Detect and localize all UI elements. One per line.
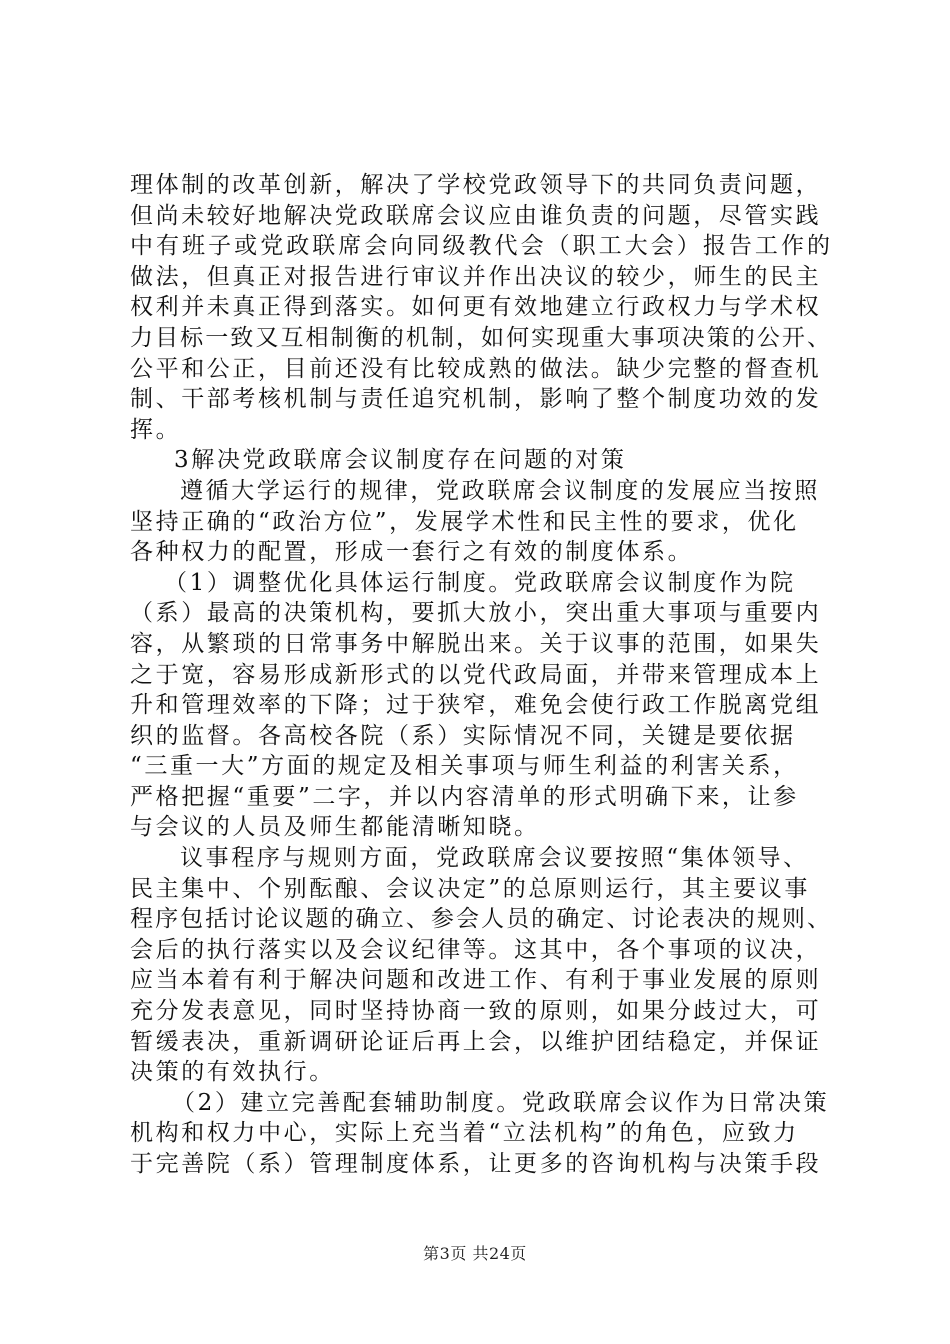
- text-line: 但尚未较好地解决党政联席会议应由谁负责的问题，尽管实践: [130, 202, 822, 229]
- text-line: 升和管理效率的下降；过于狭窄，难免会使行政工作脱离党组: [130, 692, 822, 719]
- text-line: 制、干部考核机制与责任追究机制，影响了整个制度功效的发: [130, 386, 822, 413]
- text-line: 遵循大学运行的规律，党政联席会议制度的发展应当按照: [180, 477, 820, 504]
- text-line: （2）建立完善配套辅助制度。党政联席会议作为日常决策: [172, 1089, 830, 1116]
- text-line: （1）调整优化具体运行制度。党政联席会议制度作为院: [164, 569, 796, 596]
- text-line: “三重一大”方面的规定及相关事项与师生利益的利害关系，: [130, 753, 799, 780]
- text-line: 严格把握“重要”二字，并以内容清单的形式明确下来，让参: [130, 783, 799, 810]
- text-line: 公平和公正，目前还没有比较成熟的做法。缺少完整的督查机: [130, 355, 822, 382]
- text-line: 坚持正确的“政治方位”，发展学术性和民主性的要求，优化: [130, 508, 799, 535]
- text-line: 议事程序与规则方面，党政联席会议要按照“集体领导、: [180, 845, 809, 872]
- text-line: 各种权力的配置，形成一套行之有效的制度体系。: [130, 539, 694, 566]
- text-line: 暂缓表决，重新调研论证后再上会，以维护团结稳定，并保证: [130, 1028, 822, 1055]
- text-line: 3解决党政联席会议制度存在问题的对策: [174, 447, 627, 474]
- text-line: 中有班子或党政联席会向同级教代会（职工大会）报告工作的: [130, 233, 830, 260]
- text-line: 织的监督。各高校各院（系）实际情况不同，关键是要依据: [130, 722, 796, 749]
- text-line: 做法，但真正对报告进行审议并作出决议的较少，师生的民主: [130, 263, 822, 290]
- text-line: 挥。: [130, 416, 182, 443]
- text-line: 决策的有效执行。: [130, 1059, 335, 1086]
- text-line: 充分发表意见，同时坚持协商一致的原则，如果分歧过大，可: [130, 998, 822, 1025]
- text-line: 理体制的改革创新，解决了学校党政领导下的共同负责问题，: [130, 172, 822, 198]
- text-line: （系）最高的决策机构，要抓大放小，突出重大事项与重要内: [130, 600, 822, 627]
- page-footer: 第3页 共24页: [423, 1244, 527, 1263]
- text-line: 之于宽，容易形成新形式的以党代政局面，并带来管理成本上: [130, 661, 822, 688]
- text-line: 应当本着有利于解决问题和改进工作、有利于事业发展的原则: [130, 967, 822, 994]
- text-line: 容，从繁琐的日常事务中解脱出来。关于议事的范围，如果失: [130, 630, 822, 657]
- text-line: 于完善院（系）管理制度体系，让更多的咨询机构与决策手段: [130, 1151, 822, 1177]
- document-body: [130, 170, 830, 1180]
- text-line: 与会议的人员及师生都能清晰知晓。: [130, 814, 540, 841]
- text-line: 会后的执行落实以及会议纪律等。这其中，各个事项的议决，: [130, 936, 822, 963]
- text-line: 力目标一致又互相制衡的机制，如何实现重大事项决策的公开、: [130, 324, 830, 351]
- text-line: 民主集中、个别酝酿、会议决定”的总原则运行，其主要议事: [130, 875, 810, 902]
- text-line: 权利并未真正得到落实。如何更有效地建立行政权力与学术权: [130, 294, 822, 321]
- text-line: 程序包括讨论议题的确立、参会人员的确定、讨论表决的规则、: [130, 906, 830, 933]
- text-line: 机构和权力中心，实际上充当着“立法机构”的角色，应致力: [130, 1120, 799, 1147]
